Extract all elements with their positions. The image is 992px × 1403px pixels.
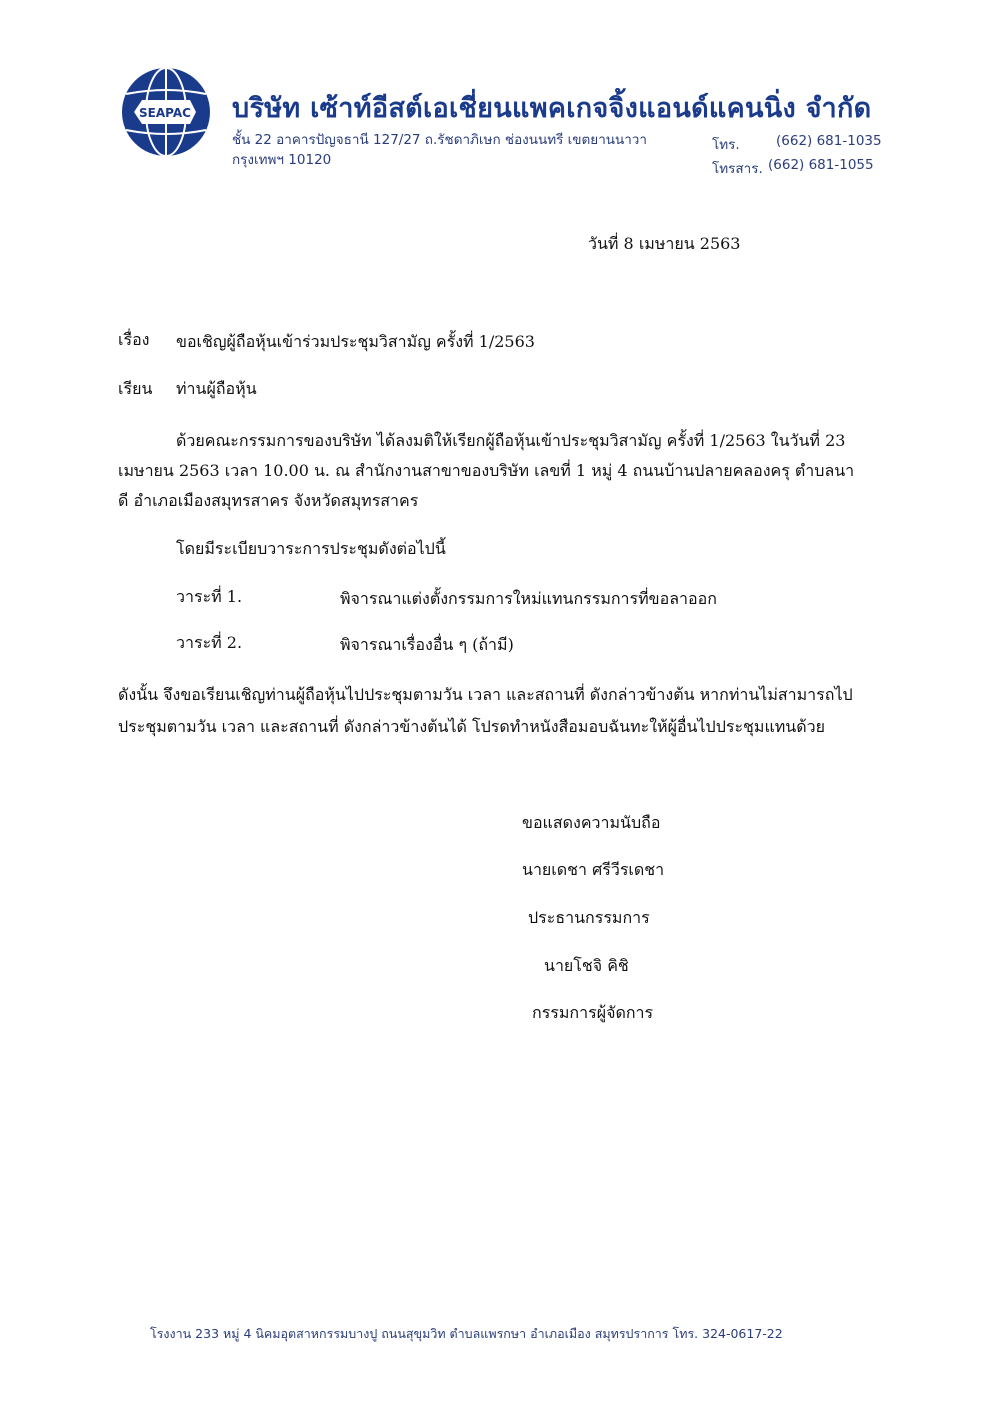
paragraph2-line2: ประชุมตามวัน เวลา และสถานที่ ดังกล่าวข้างต้นได้ โปรดทำหนังสือมอบฉันทะให้ผู้อื่นไปประชุมแทนด้วย <box>118 717 825 736</box>
paragraph1-line3: ดี อำเภอเมืองสมุทรสาคร จังหวัดสมุทรสาคร <box>118 491 419 510</box>
recipient-text: ท่านผู้ถือหุ้น <box>176 379 257 398</box>
closing-salutation: ขอแสดงความนับถือ <box>522 813 661 832</box>
agenda-item-text: พิจารณาแต่งตั้งกรรมการใหม่แทนกรรมการที่ขอลาออก <box>340 589 717 608</box>
company-name: บริษัท เซ้าท์อีสต์เอเชี่ยนแพคเกจจิ้งแอนด์แคนนิ่ง จำกัด <box>232 93 872 124</box>
phone-number: (662) 681-1035 <box>776 133 882 149</box>
logo-text: SEAPAC <box>139 106 191 120</box>
signer1-name: นายเดชา ศรีวีรเดชา <box>522 860 665 879</box>
paragraph1-line1: ด้วยคณะกรรมการของบริษัท ได้ลงมติให้เรียกผู้ถือหุ้นเข้าประชุมวิสามัญ ครั้งที่ 1/2563 ในวันที่ 23 <box>176 431 846 450</box>
company-logo <box>120 66 212 158</box>
agenda-item-number: วาระที่ 2. <box>176 633 243 652</box>
fax-number: (662) 681-1055 <box>768 157 874 173</box>
recipient-label: เรียน <box>118 379 153 398</box>
agenda-intro: โดยมีระเบียบวาระการประชุมดังต่อไปนี้ <box>176 539 446 558</box>
phone-label: โทร. <box>712 137 740 153</box>
letter-date: วันที่ 8 เมษายน 2563 <box>588 234 741 253</box>
paragraph1-line2: เมษายน 2563 เวลา 10.00 น. ณ สำนักงานสาขาของบริษัท เลขที่ 1 หมู่ 4 ถนนบ้านปลายคลองครุ ตำบลนา <box>118 461 855 480</box>
signer1-title: ประธานกรรมการ <box>528 908 650 927</box>
agenda-item-number: วาระที่ 1. <box>176 587 243 606</box>
footer-factory-address: โรงงาน 233 หมู่ 4 นิคมอุตสาหกรรมบางปู ถนนสุขุมวิท ตำบลแพรกษา อำเภอเมือง สมุทรปราการ โทร. 324-0617-22 <box>150 1326 783 1341</box>
subject-label: เรื่อง <box>118 330 150 349</box>
agenda-item-text: พิจารณาเรื่องอื่น ๆ (ถ้ามี) <box>340 635 514 654</box>
paragraph2-line1: ดังนั้น จึงขอเรียนเชิญท่านผู้ถือหุ้นไปประชุมตามวัน เวลา และสถานที่ ดังกล่าวข้างต้น หากท่านไม่สามารถไป <box>118 685 853 704</box>
fax-label: โทรสาร. <box>712 161 763 177</box>
signer2-name: นายโชจิ คิชิ <box>544 956 629 975</box>
subject-text: ขอเชิญผู้ถือหุ้นเข้าร่วมประชุมวิสามัญ ครั้งที่ 1/2563 <box>176 332 535 351</box>
company-address-line2: กรุงเทพฯ 10120 <box>232 152 332 168</box>
company-address-line1: ชั้น 22 อาคารปัญจธานี 127/27 ถ.รัชดาภิเษก ช่องนนทรี เขตยานนาวา <box>232 132 647 148</box>
signer2-title: กรรมการผู้จัดการ <box>532 1003 654 1022</box>
